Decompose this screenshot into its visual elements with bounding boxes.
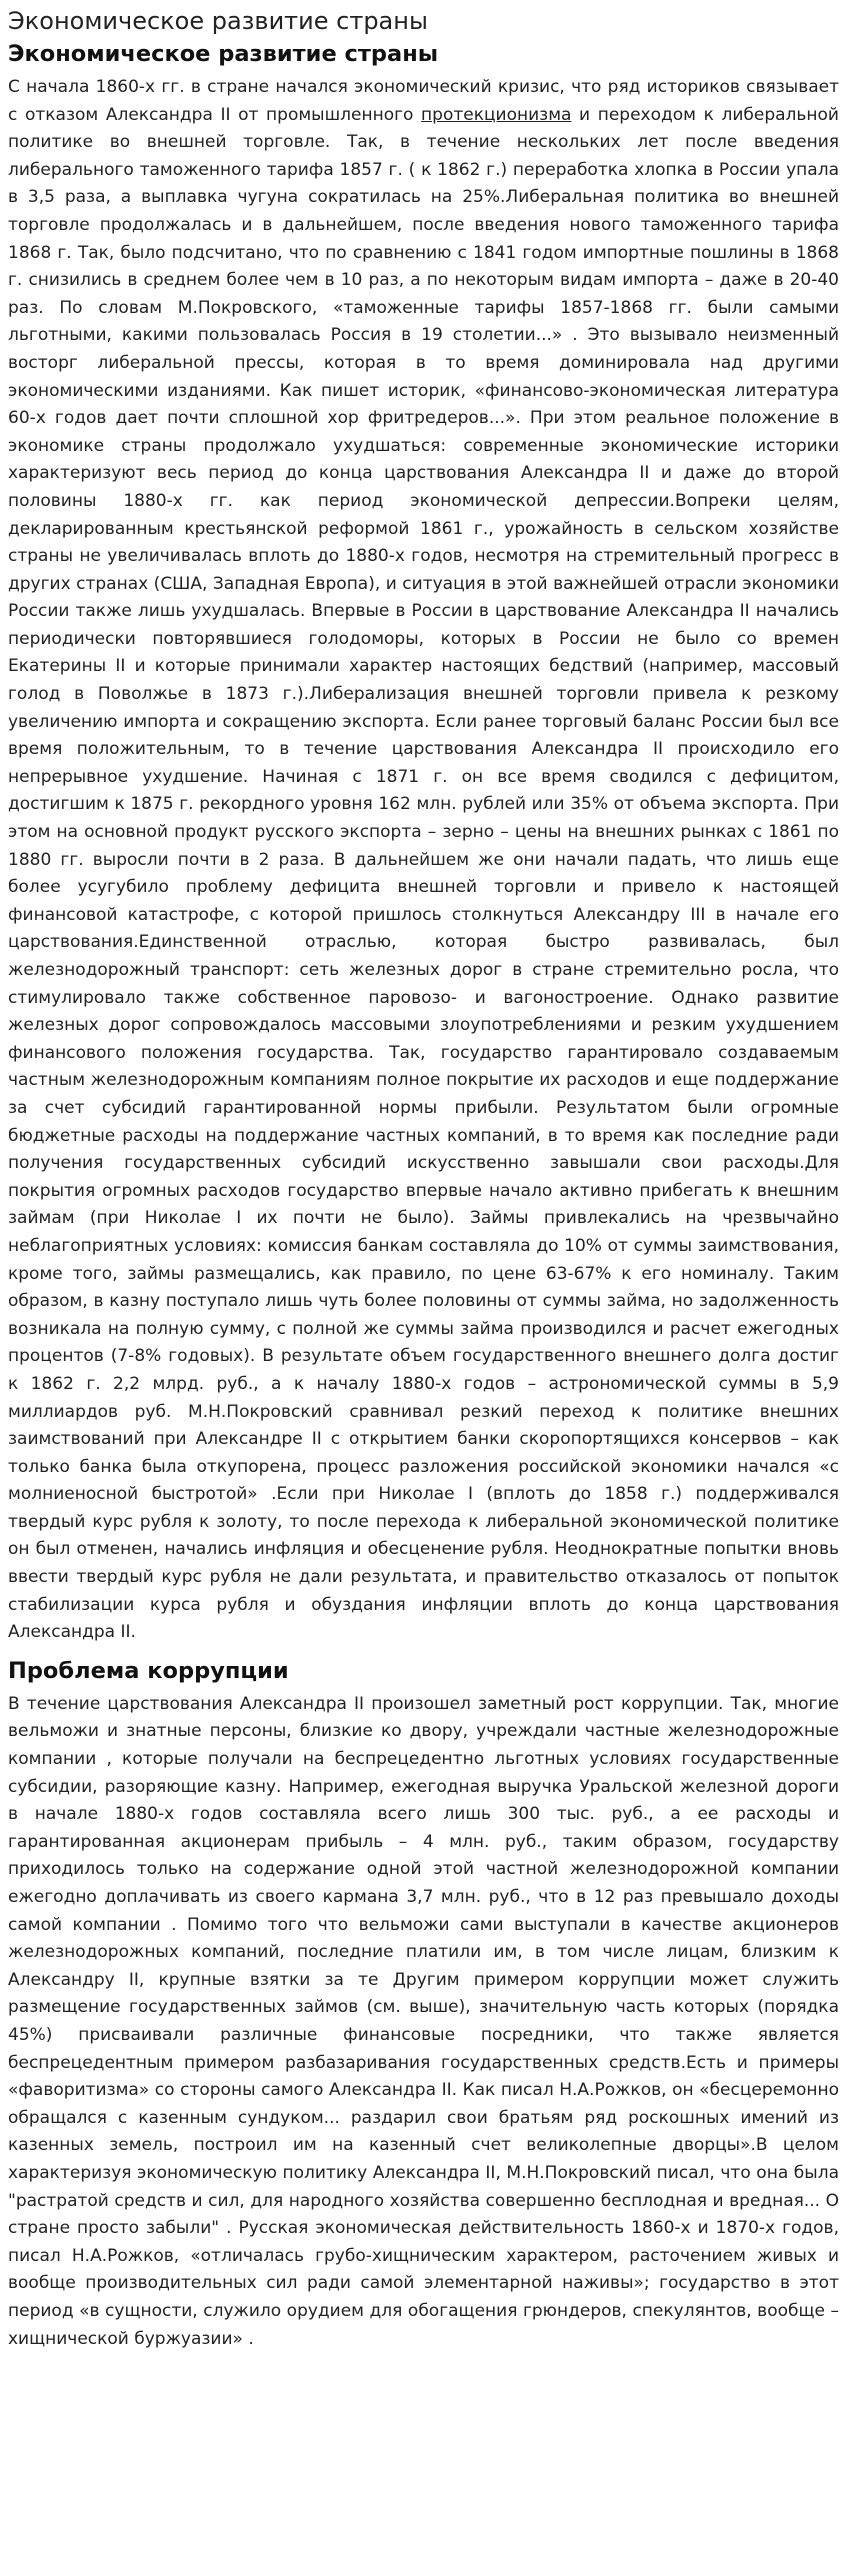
- section-heading-corruption: Проблема коррупции: [8, 1657, 289, 1684]
- paragraph-intro-text: С начала 1860-х гг. в стране начался экономический кризис, что ряд историков связывает с отказом Александра II от промышленного: [8, 77, 839, 125]
- section-heading-economy: Экономическое развитие страны: [8, 41, 439, 67]
- section-economic-development: [8, 40, 839, 1647]
- protectionism-link[interactable]: протекционизма: [421, 104, 572, 125]
- section-corruption: [8, 1657, 839, 2353]
- paragraph-body-text: и переходом к либеральной политике во внешней торговле. Так, в течение нескольких лет после введения либерального таможенного тарифа 1857 г. ( к 1862 г.) переработка хлопка в России упала в 3,5 раза, а выплавка чугуна сократилась на 25%.Либеральная политика во внешней торговле продолжалась и в дальнейшем, после введения нового таможенного тарифа 1868 г. Так, было подсчитано, что по сравнению с 1841 годом импортные пошлины в 1868 г. снизились в среднем более чем в 10 раз, а по некоторым видам импорта – даже в 20-40 раз. По словам М.Покровского, «таможенные тарифы 1857-1868 гг. были самыми льготными, какими пользовалась Россия в 19 столетии...» . Это вызывало неизменный восторг либеральной прессы, которая в то время доминировала над другими экономическими изданиями. Как пишет историк, «финансово-экономическая литература 60-х годов дает почти сплошной хор фритредеров...». При этом реальное положение в экономике страны продолжало ухудшаться: современные экономические историки характеризуют весь период до конца царствования Александра II и даже до второй половины 1880-х гг. как период экономической депрессии.Вопреки целям, декларированным крестьянской реформой 1861 г., урожайность в сельском хозяйстве страны не увеличивалась вплоть до 1880-х годов, несмотря на стремительный прогресс в других странах (США, Западная Европа), и ситуация в этой важнейшей отрасли экономики России также лишь ухудшалась. Впервые в России в царствование Александра II начались периодически повторявшиеся голодоморы, которых в России не было со времен Екатерины II и которые принимали характер настоящих бедствий (например, массовый голод в Поволжье в 1873 г.).Либерализация внешней торговли привела к резкому увеличению импорта и сокращению экспорта. Если ранее торговый баланс России был все время положительным, то в течение царствования Александра II происходило его непрерывное ухудшение. Начиная с 1871 г. он все время сводился с дефицитом, достигшим к 1875 г. рекордного уровня 162 млн. рублей или 35% от объема экспорта. При этом на основной продукт русского экспорта – зерно – цены на внешних рынках с 1861 по 1880 гг. выросли почти в 2 раза. В дальнейшем же они начали падать, что лишь еще более усугубило проблему дефицита внешней торговли и привело к настоящей финансовой катастрофе, с которой пришлось столкнуться Александру III в начале его царствования.Единственной отраслью, которая быстро развивалась, был железнодорожный транспорт: сеть железных дорог в стране стремительно росла, что стимулировало также собственное паровозо- и вагоностроение. Однако развитие железных дорог сопровождалось массовыми злоупотреблениями и резким ухудшением финансового положения государства. Так, государство гарантировало создаваемым частным железнодорожным компаниям полное покрытие их расходов и еще поддержание за счет субсидий гарантированной нормы прибыли. Результатом были огромные бюджетные расходы на поддержание частных компаний, в то время как последние ради получения государственных субсидий искусственно завышали свои расходы.Для покрытия огромных расходов государство впервые начало активно прибегать к внешним займам (при Николае I их почти не было). Займы привлекались на чрезвычайно неблагоприятных условиях: комиссия банкам составляла до 10% от суммы заимствования, кроме того, займы размещались, как правило, по цене 63-67% к его номиналу. Таким образом, в казну поступало лишь чуть более половины от суммы займа, но задолженность возникала на полную сумму, с полной же суммы займа производился и расчет ежегодных процентов (7-8% годовых). В результате объем государственного внешнего долга достиг к 1862 г. 2,2 млрд. руб., а к началу 1880-х годов – астрономической суммы в 5,9 миллиардов руб. М.Н.Покровский сравнивал резкий переход к политике внешних заимствований при Александре II с открытием банки скоропортящихся консервов – как только банка была откупорена, процесс разложения российской экономики начался «с молниеносной быстротой» .Если при Николае I (вплоть до 1858 г.) поддерживался твердый курс рубля к золоту, то после перехода к либеральной экономической политике он был отменен, начались инфляция и обесценение рубля. Неоднократные попытки вновь ввести твердый курс рубля не дали результата, и правительство отказалось от попыток стабилизации курса рубля и обуздания инфляции вплоть до конца царствования Александра II.: [8, 104, 839, 1643]
- paragraph-economy: [8, 74, 839, 1647]
- page-title: Экономическое развитие страны: [8, 7, 428, 35]
- paragraph-corruption: В течение царствования Александра II произошел заметный рост коррупции. Так, многие вельможи и знатные персоны, близкие ко двору, учреждали частные железнодорожные компании , которые получали на беспрецедентно льготных условиях государственные субсидии, разоряющие казну. Например, ежегодная выручка Уральской железной дороги в начале 1880-х годов составляла всего лишь 300 тыс. руб., а ее расходы и гарантированная акционерам прибыль – 4 млн. руб., таким образом, государству приходилось только на содержание одной этой частной железнодорожной компании ежегодно доплачивать из своего кармана 3,7 млн. руб., что в 12 раз превышало доходы самой компании . Помимо того что вельможи сами выступали в качестве акционеров железнодорожных компаний, последние платили им, в том числе лицам, близким к Александру II, крупные взятки за те Другим примером коррупции может служить размещение государственных займов (см. выше), значительную часть которых (порядка 45%) присваивали различные финансовые посредники, что также является беспрецедентным примером разбазаривания государственных средств.Есть и примеры «фаворитизма» со стороны самого Александра II. Как писал Н.А.Рожков, он «бесцеремонно обращался с казенным сундуком... раздарил свои братьям ряд роскошных имений из казенных земель, построил им на казенный счет великолепные дворцы».В целом характеризуя экономическую политику Александра II, М.Н.Покровский писал, что она была "растратой средств и сил, для народного хозяйства совершенно бесплодная и вредная... О стране просто забыли" . Русская экономическая действительность 1860-х и 1870-х годов, писал Н.А.Рожков, «отличалась грубо-хищническим характером, расточением живых и вообще производительных сил ради самой элементарной наживы»; государство в этот период «в сущности, служило орудием для обогащения грюндеров, спекулянтов, вообще – хищнической буржуазии» .: [8, 1693, 839, 2349]
